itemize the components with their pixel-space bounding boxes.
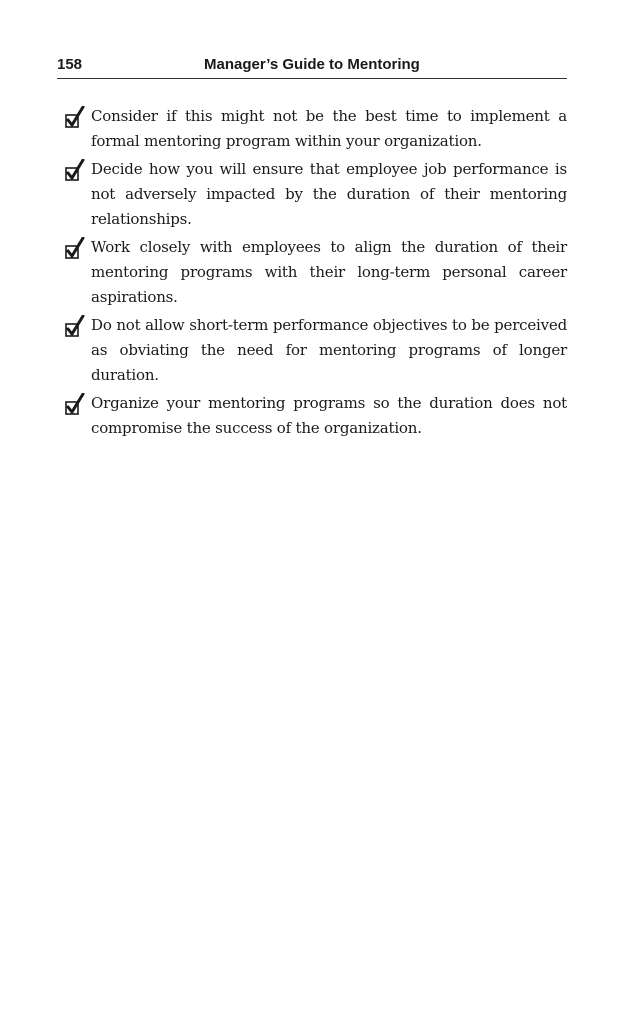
- page-header: [57, 54, 567, 79]
- checklist-item-text: Consider if this might not be the best time to implement a formal mentoring program within your organization.: [91, 107, 567, 150]
- checklist-item: [65, 391, 567, 441]
- checkbox-checked-icon: [65, 106, 87, 130]
- checkbox-checked-icon: [65, 315, 87, 339]
- checkbox-checked-icon: [65, 393, 87, 417]
- checkbox-checked-icon: [65, 237, 87, 261]
- checklist-item: [65, 235, 567, 310]
- checklist-item-text: Decide how you will ensure that employee job performance is not adversely impacted by the duration of their mentoring relationships.: [91, 160, 567, 228]
- checklist-item: [65, 104, 567, 154]
- checklist-item-text: Work closely with employees to align the duration of their mentoring programs with their long-term personal career aspirations.: [91, 238, 567, 306]
- checklist-item-text: Do not allow short-term performance objectives to be perceived as obviating the need for mentoring programs of longer duration.: [91, 316, 567, 384]
- checklist-item: [65, 157, 567, 232]
- checklist-item-text: Organize your mentoring programs so the duration does not compromise the success of the organization.: [91, 394, 567, 437]
- page-number: 158: [57, 56, 83, 73]
- checkbox-checked-icon: [65, 159, 87, 183]
- running-title: Manager’s Guide to Mentoring: [204, 56, 420, 73]
- checklist-item: [65, 313, 567, 388]
- checklist: [65, 104, 567, 444]
